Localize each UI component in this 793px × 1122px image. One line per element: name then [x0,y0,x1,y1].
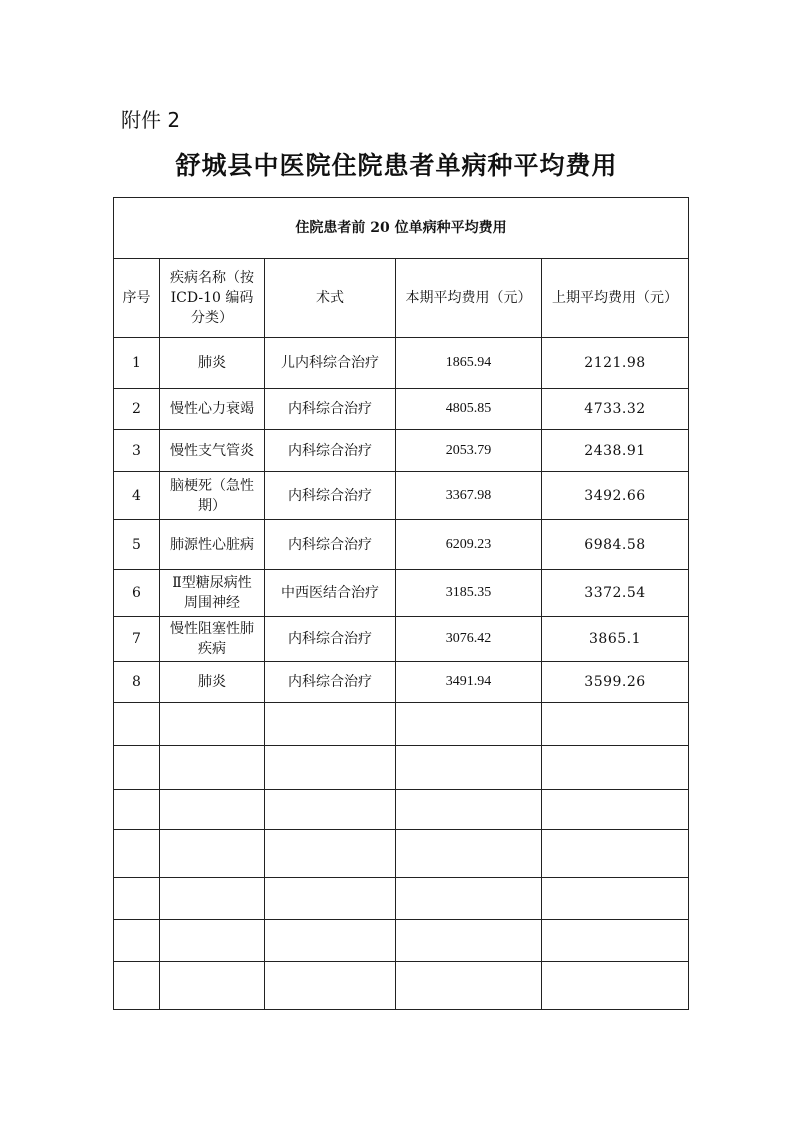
table-row [114,520,689,570]
empty-cell [542,878,689,920]
empty-cell [160,878,265,920]
table-header-row [114,259,689,338]
empty-cell [265,878,396,920]
empty-cell [114,878,160,920]
table-row [114,662,689,703]
row-index: 1 [114,338,160,389]
empty-cell [542,830,689,878]
row-current-avg: 3491.94 [396,662,542,703]
header-index: 序号 [114,259,160,338]
empty-cell [114,703,160,746]
row-procedure: 儿内科综合治疗 [265,338,396,389]
empty-cell [542,746,689,790]
empty-cell [160,790,265,830]
row-disease: Ⅱ型糖尿病性周围神经 [160,570,265,617]
empty-cell [114,790,160,830]
row-current-avg: 6209.23 [396,520,542,570]
empty-row [114,920,689,962]
table-caption: 住院患者前 20 位单病种平均费用 [114,198,689,259]
row-current-avg: 4805.85 [396,389,542,430]
empty-cell [542,703,689,746]
empty-cell [265,920,396,962]
row-procedure: 内科综合治疗 [265,389,396,430]
empty-cell [396,830,542,878]
row-current-avg: 3185.35 [396,570,542,617]
empty-cell [542,790,689,830]
row-disease: 慢性阻塞性肺疾病 [160,617,265,662]
row-previous-avg: 3865.1 [542,617,689,662]
empty-row [114,703,689,746]
row-previous-avg: 3372.54 [542,570,689,617]
row-procedure: 内科综合治疗 [265,520,396,570]
empty-cell [265,830,396,878]
header-disease: 疾病名称（按 ICD-10 编码分类） [160,259,265,338]
row-index: 3 [114,430,160,472]
table-row [114,617,689,662]
row-index: 8 [114,662,160,703]
empty-cell [396,878,542,920]
empty-cell [160,703,265,746]
empty-cell [396,790,542,830]
document-title: 舒城县中医院住院患者单病种平均费用 [175,151,618,180]
empty-cell [396,703,542,746]
table-row [114,570,689,617]
row-previous-avg: 2438.91 [542,430,689,472]
row-index: 2 [114,389,160,430]
row-disease: 慢性心力衰竭 [160,389,265,430]
fee-table [113,197,689,1010]
empty-cell [114,830,160,878]
row-previous-avg: 3599.26 [542,662,689,703]
empty-cell [160,830,265,878]
row-disease: 慢性支气管炎 [160,430,265,472]
empty-cell [114,962,160,1010]
empty-cell [396,920,542,962]
empty-cell [160,746,265,790]
empty-row [114,830,689,878]
row-current-avg: 1865.94 [396,338,542,389]
empty-cell [542,920,689,962]
empty-cell [265,962,396,1010]
row-disease: 肺炎 [160,338,265,389]
empty-row [114,746,689,790]
row-procedure: 内科综合治疗 [265,617,396,662]
empty-row [114,790,689,830]
row-current-avg: 3076.42 [396,617,542,662]
empty-row [114,962,689,1010]
row-previous-avg: 2121.98 [542,338,689,389]
table-row [114,338,689,389]
header-current-avg: 本期平均费用（元） [396,259,542,338]
row-procedure: 内科综合治疗 [265,430,396,472]
table-caption-row [114,198,689,259]
row-previous-avg: 6984.58 [542,520,689,570]
header-previous-avg: 上期平均费用（元） [542,259,689,338]
row-disease: 肺炎 [160,662,265,703]
attachment-label: 附件 2 [121,108,181,132]
empty-cell [396,962,542,1010]
empty-cell [542,962,689,1010]
empty-cell [160,920,265,962]
row-current-avg: 3367.98 [396,472,542,520]
row-index: 6 [114,570,160,617]
empty-cell [265,703,396,746]
row-index: 7 [114,617,160,662]
row-disease: 脑梗死（急性期） [160,472,265,520]
row-current-avg: 2053.79 [396,430,542,472]
empty-cell [114,920,160,962]
empty-row [114,878,689,920]
row-index: 4 [114,472,160,520]
empty-cell [160,962,265,1010]
row-previous-avg: 4733.32 [542,389,689,430]
empty-cell [265,746,396,790]
row-previous-avg: 3492.66 [542,472,689,520]
table-row [114,389,689,430]
row-procedure: 内科综合治疗 [265,472,396,520]
table-row [114,430,689,472]
row-procedure: 内科综合治疗 [265,662,396,703]
empty-cell [114,746,160,790]
empty-cell [265,790,396,830]
row-procedure: 中西医结合治疗 [265,570,396,617]
row-disease: 肺源性心脏病 [160,520,265,570]
header-procedure: 术式 [265,259,396,338]
empty-cell [396,746,542,790]
row-index: 5 [114,520,160,570]
table-row [114,472,689,520]
